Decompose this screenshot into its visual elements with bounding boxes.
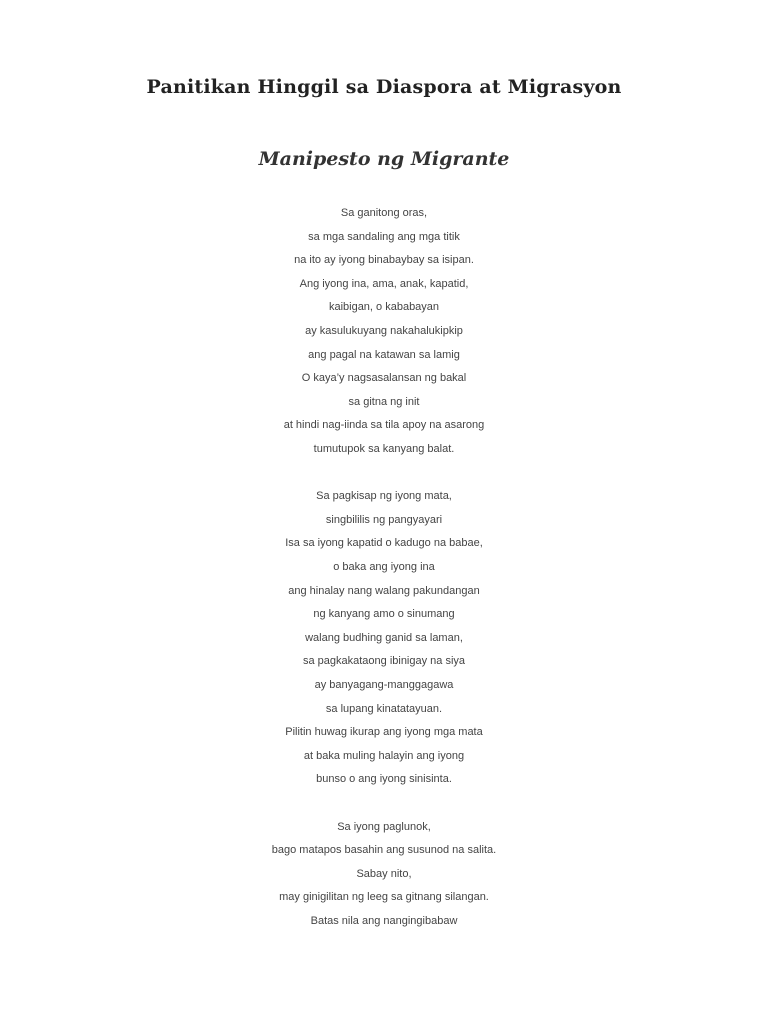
poem-line: walang budhing ganid sa laman, (305, 632, 463, 644)
poem-line: Sa pagkisap ng iyong mata, (316, 490, 452, 502)
poem-line: Pilitin huwag ikurap ang iyong mga mata (285, 726, 483, 738)
poem-line: o baka ang iyong ina (333, 561, 435, 573)
poem-line: kaibigan, o kababayan (328, 301, 440, 313)
poem-line: Isa sa iyong kapatid o kadugo na babae, (285, 537, 483, 549)
poem-line: tumutupok sa kanyang balat. (313, 443, 455, 455)
poem-line: bunso o ang iyong sinisinta. (316, 773, 452, 785)
poem-line: ng kanyang amo o sinumang (313, 608, 455, 620)
poem-line: sa lupang kinatatayuan. (325, 703, 443, 715)
poem-line: bago matapos basahin ang susunod na salita. (271, 844, 497, 856)
poem-line: na ito ay iyong binabaybay sa isipan. (294, 254, 474, 266)
poem-line: sa pagkakataong ibinigay na siya (302, 655, 466, 667)
poem-line: sa mga sandaling ang mga titik (308, 231, 460, 243)
poem-line: ay kasulukuyang nakahalukipkip (305, 325, 463, 337)
poem-line: at baka muling halayin ang iyong (303, 750, 465, 762)
poem-line: singbililis ng pangyayari (325, 514, 443, 526)
poem-line: Ang iyong ina, ama, anak, kapatid, (299, 278, 469, 290)
poem-line: Sabay nito, (356, 868, 412, 880)
document-title: Panitikan Hinggil sa Diaspora at Migrasyon (146, 76, 622, 98)
poem-line: may ginigilitan ng leeg sa gitnang silangan. (279, 891, 489, 903)
poem-line: ay banyagang-manggagawa (314, 679, 454, 691)
poem-line: Sa ganitong oras, (340, 207, 428, 219)
poem-line: ang hinalay nang walang pakundangan (288, 585, 480, 597)
poem-line: ang pagal na katawan sa lamig (308, 349, 460, 361)
poem-title: Manipesto ng Migrante (258, 148, 510, 170)
poem-line: Sa iyong paglunok, (337, 821, 431, 833)
poem-line: sa gitna ng init (348, 396, 420, 408)
poem-line: Batas nila ang nangingibabaw (310, 915, 458, 927)
poem-line: at hindi nag-iinda sa tila apoy na asarong (283, 419, 485, 431)
poem-line: O kaya’y nagsasalansan ng bakal (301, 372, 467, 384)
